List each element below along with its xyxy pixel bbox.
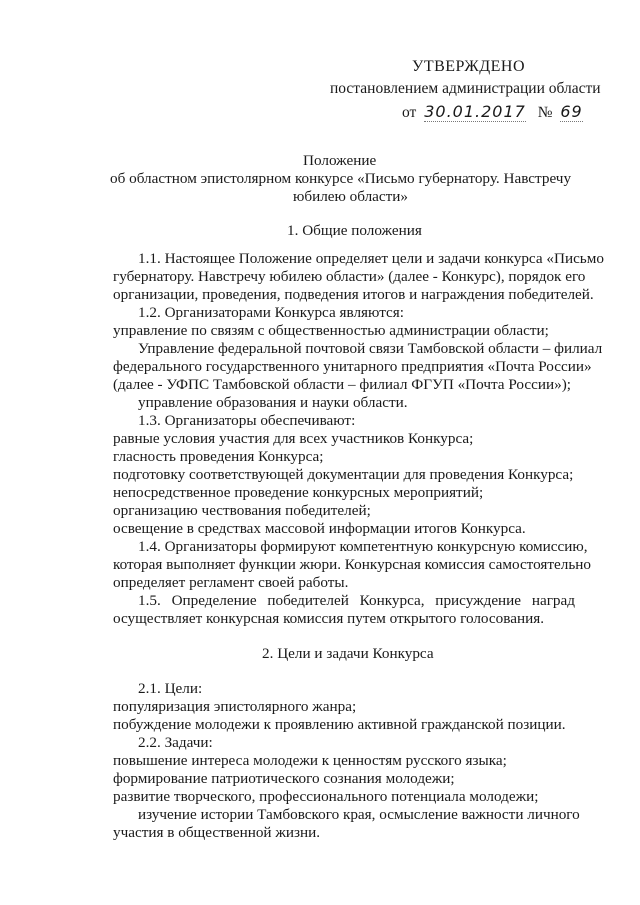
- paragraph-line: управление по связям с общественностью администрации области;: [113, 322, 549, 339]
- paragraph-line: популяризация эпистолярного жанра;: [113, 698, 357, 715]
- paragraph-line: федерального государственного унитарного предприятия «Почта России»: [113, 358, 592, 375]
- paragraph-line: гласность проведения Конкурса;: [113, 448, 324, 465]
- paragraph-line: повышение интереса молодежи к ценностям русского языка;: [113, 752, 507, 769]
- paragraph-line: 1.4. Организаторы формируют компетентную конкурсную комиссию,: [138, 538, 588, 555]
- approval-date-line: [402, 102, 583, 122]
- doc-title: Положение: [303, 152, 377, 169]
- paragraph-line: губернатору. Навстречу юбилею области» (далее - Конкурс), порядок его: [113, 268, 586, 285]
- paragraph-line: побуждение молодежи к проявлению активной гражданской позиции.: [113, 716, 566, 733]
- paragraph-line: развитие творческого, профессионального потенциала молодежи;: [113, 788, 539, 805]
- paragraph-line: формирование патриотического сознания молодежи;: [113, 770, 455, 787]
- paragraph-line: определяет регламент своей работы.: [113, 574, 349, 591]
- section1-heading: 1. Общие положения: [287, 222, 422, 239]
- paragraph-line: освещение в средствах массовой информации итогов Конкурса.: [113, 520, 526, 537]
- paragraph-line: которая выполняет функции жюри. Конкурсная комиссия самостоятельно: [113, 556, 592, 573]
- doc-subtitle-line2: юбилею области»: [293, 188, 409, 205]
- paragraph-line: (далее - УФПС Тамбовской области – филиал ФГУП «Почта России»);: [113, 376, 571, 393]
- approval-from-label: от: [402, 104, 417, 121]
- paragraph-line: участия в общественной жизни.: [113, 824, 321, 841]
- approval-title: УТВЕРЖДЕНО: [412, 58, 526, 75]
- paragraph-line: подготовку соответствующей документации для проведения Конкурса;: [113, 466, 574, 483]
- paragraph-line: равные условия участия для всех участников Конкурса;: [113, 430, 474, 447]
- paragraph-line: 2.1. Цели:: [138, 680, 203, 697]
- paragraph-line: организации, проведения, подведения итогов и награждения победителей.: [113, 286, 594, 303]
- paragraph-line: Управление федеральной почтовой связи Тамбовской области – филиал: [138, 340, 603, 357]
- doc-subtitle-line1: об областном эпистолярном конкурсе «Письмо губернатору. Навстречу: [110, 170, 572, 187]
- paragraph-line: 1.2. Организаторами Конкурса являются:: [138, 304, 404, 321]
- paragraph-line: изучение истории Тамбовского края, осмысление важности личного: [138, 806, 580, 823]
- paragraph-line: осуществляет конкурсная комиссия путем открытого голосования.: [113, 610, 544, 627]
- approval-number: 69: [560, 102, 583, 121]
- paragraph-line: 2.2. Задачи:: [138, 734, 213, 751]
- approval-number-label: №: [537, 104, 553, 121]
- paragraph-line: непосредственное проведение конкурсных мероприятий;: [113, 484, 484, 501]
- paragraph-line: 1.1. Настоящее Положение определяет цели и задачи конкурса «Письмо: [138, 250, 604, 267]
- approval-date: 30.01.2017: [424, 102, 526, 121]
- paragraph-line: организацию чествования победителей;: [113, 502, 371, 519]
- paragraph-line: управление образования и науки области.: [138, 394, 408, 411]
- paragraph-line: 1.5. Определение победителей Конкурса, присуждение наград: [138, 592, 575, 609]
- approval-line: постановлением администрации области: [330, 80, 601, 97]
- section2-heading: 2. Цели и задачи Конкурса: [262, 645, 434, 662]
- paragraph-line: 1.3. Организаторы обеспечивают:: [138, 412, 356, 429]
